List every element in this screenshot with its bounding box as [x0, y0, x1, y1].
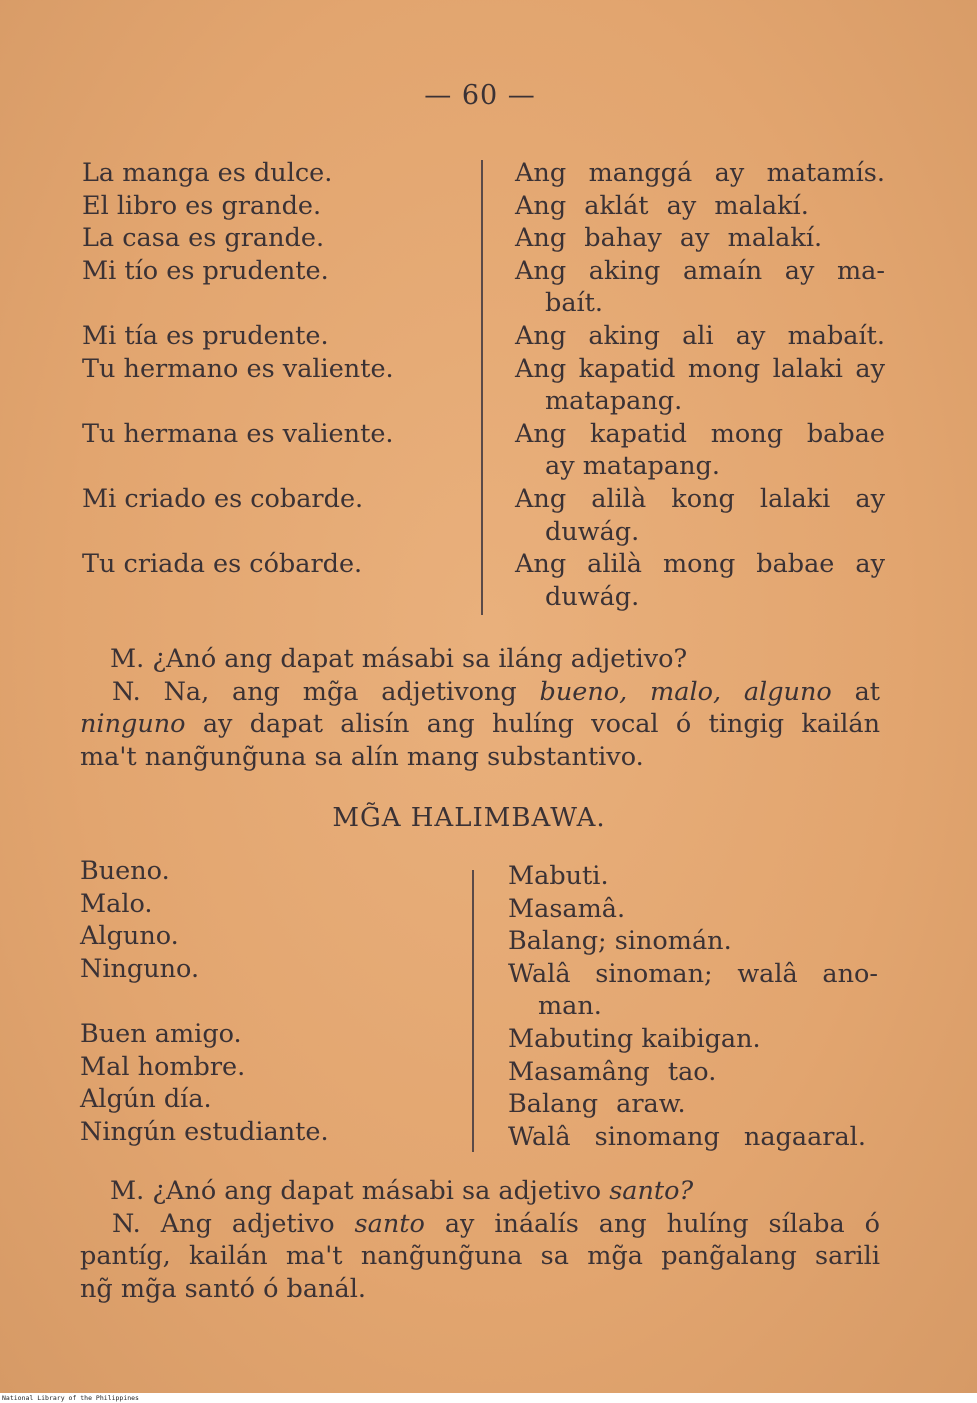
tagalog-line: Ang aking amaín ay ma- [515, 255, 885, 286]
spanish-line: Alguno. [80, 921, 179, 952]
tagalog-line: matapang. [545, 386, 683, 417]
spanish-line: Malo. [80, 888, 153, 919]
italic-term: ninguno [80, 709, 186, 740]
tagalog-line: Ang aklát ay malakí. [515, 190, 809, 221]
tagalog-line: duwág. [545, 516, 640, 547]
footer-credit: National Library of the Philippines [0, 1393, 977, 1403]
answer-line: pantíg, kailán ma't nang̃ung̃una sa mg̃a pang̃alang sarili [80, 1241, 880, 1272]
tagalog-line: Ang manggá ay matamís. [515, 158, 885, 188]
spanish-line: Tu hermano es valiente. [82, 353, 394, 384]
spanish-line: La casa es grande. [82, 223, 325, 254]
column-divider-1 [481, 160, 483, 615]
section-heading: MG̃A HALIMBAWA. [332, 803, 606, 833]
tagalog-line: ay matapang. [545, 451, 720, 482]
tagalog-line: Mabuting kaibigan. [508, 1023, 761, 1054]
tagalog-line: Ang kapatid mong lalaki ay [515, 353, 885, 384]
tagalog-line: Walâ sinoman; walâ ano- [508, 958, 878, 989]
column-divider-2 [472, 870, 474, 1152]
tagalog-line: Ang aking ali ay mabaít. [515, 320, 885, 351]
tagalog-line: Balang araw. [508, 1089, 686, 1120]
tagalog-line: Ang alilà kong lalaki ay [515, 483, 885, 514]
tagalog-line: Ang bahay ay malakí. [515, 223, 823, 254]
spanish-line: Buen amigo. [80, 1018, 242, 1049]
tagalog-line: Mabuti. [508, 861, 609, 891]
spanish-line: La manga es dulce. [82, 158, 333, 188]
answer-line: ninguno ay dapat alisín ang hulíng vocal ó tingig kailán [80, 709, 881, 740]
tagalog-line: duwág. [545, 581, 640, 612]
italic-terms: bueno, malo, alguno [539, 676, 832, 707]
answer-line: N. Ang adjetivo santo ay ináalís ang hulíng sílaba ó [112, 1208, 880, 1239]
answer-line: ng̃ mg̃a santó ó banál. [80, 1273, 366, 1304]
tagalog-line: man. [538, 991, 602, 1022]
spanish-column-2 [80, 855, 440, 1148]
tagalog-line: Balang; sinomán. [508, 926, 732, 957]
tagalog-line: Ang alilà mong babae ay [515, 549, 885, 580]
tagalog-line: Masamâ. [508, 893, 626, 924]
spanish-line: Tu criada es cóbarde. [82, 549, 363, 580]
spanish-line: Ningún estudiante. [80, 1116, 329, 1147]
spanish-column-1 [82, 157, 442, 581]
tagalog-column-1 [515, 157, 885, 613]
spanish-line: Mi tío es prudente. [82, 255, 329, 286]
tagalog-line: Ang kapatid mong babae [515, 418, 885, 449]
tagalog-line: baít. [545, 288, 604, 319]
spanish-line: Tu hermana es valiente. [82, 418, 394, 449]
spanish-line: Ninguno. [80, 953, 200, 984]
spanish-line: El libro es grande. [82, 190, 322, 221]
question-line: M. ¿Anó ang dapat másabi sa iláng adjetivo? [110, 644, 688, 674]
spanish-line: Mi criado es cobarde. [82, 483, 364, 514]
spanish-line: Mal hombre. [80, 1051, 246, 1082]
question-answer-1 [80, 643, 880, 773]
answer-line: ma't nang̃ung̃una sa alín mang substantivo. [80, 741, 644, 772]
italic-term: santo? [609, 1176, 694, 1206]
question-line: M. ¿Anó ang dapat másabi sa adjetivo santo? [110, 1176, 694, 1206]
answer-line: N. Na, ang mg̃a adjetivong bueno, malo, alguno at [112, 676, 881, 707]
question-answer-2 [80, 1175, 880, 1305]
spanish-line: Bueno. [80, 856, 170, 886]
tagalog-line: Walâ sinomang nagaaral. [508, 1121, 866, 1152]
italic-term: santo [354, 1208, 425, 1239]
spanish-line: Algún día. [80, 1084, 212, 1115]
page-number: — 60 — [424, 80, 536, 111]
spanish-line: Mi tía es prudente. [82, 320, 329, 351]
tagalog-line: Masamâng tao. [508, 1056, 717, 1087]
tagalog-column-2 [508, 860, 878, 1153]
